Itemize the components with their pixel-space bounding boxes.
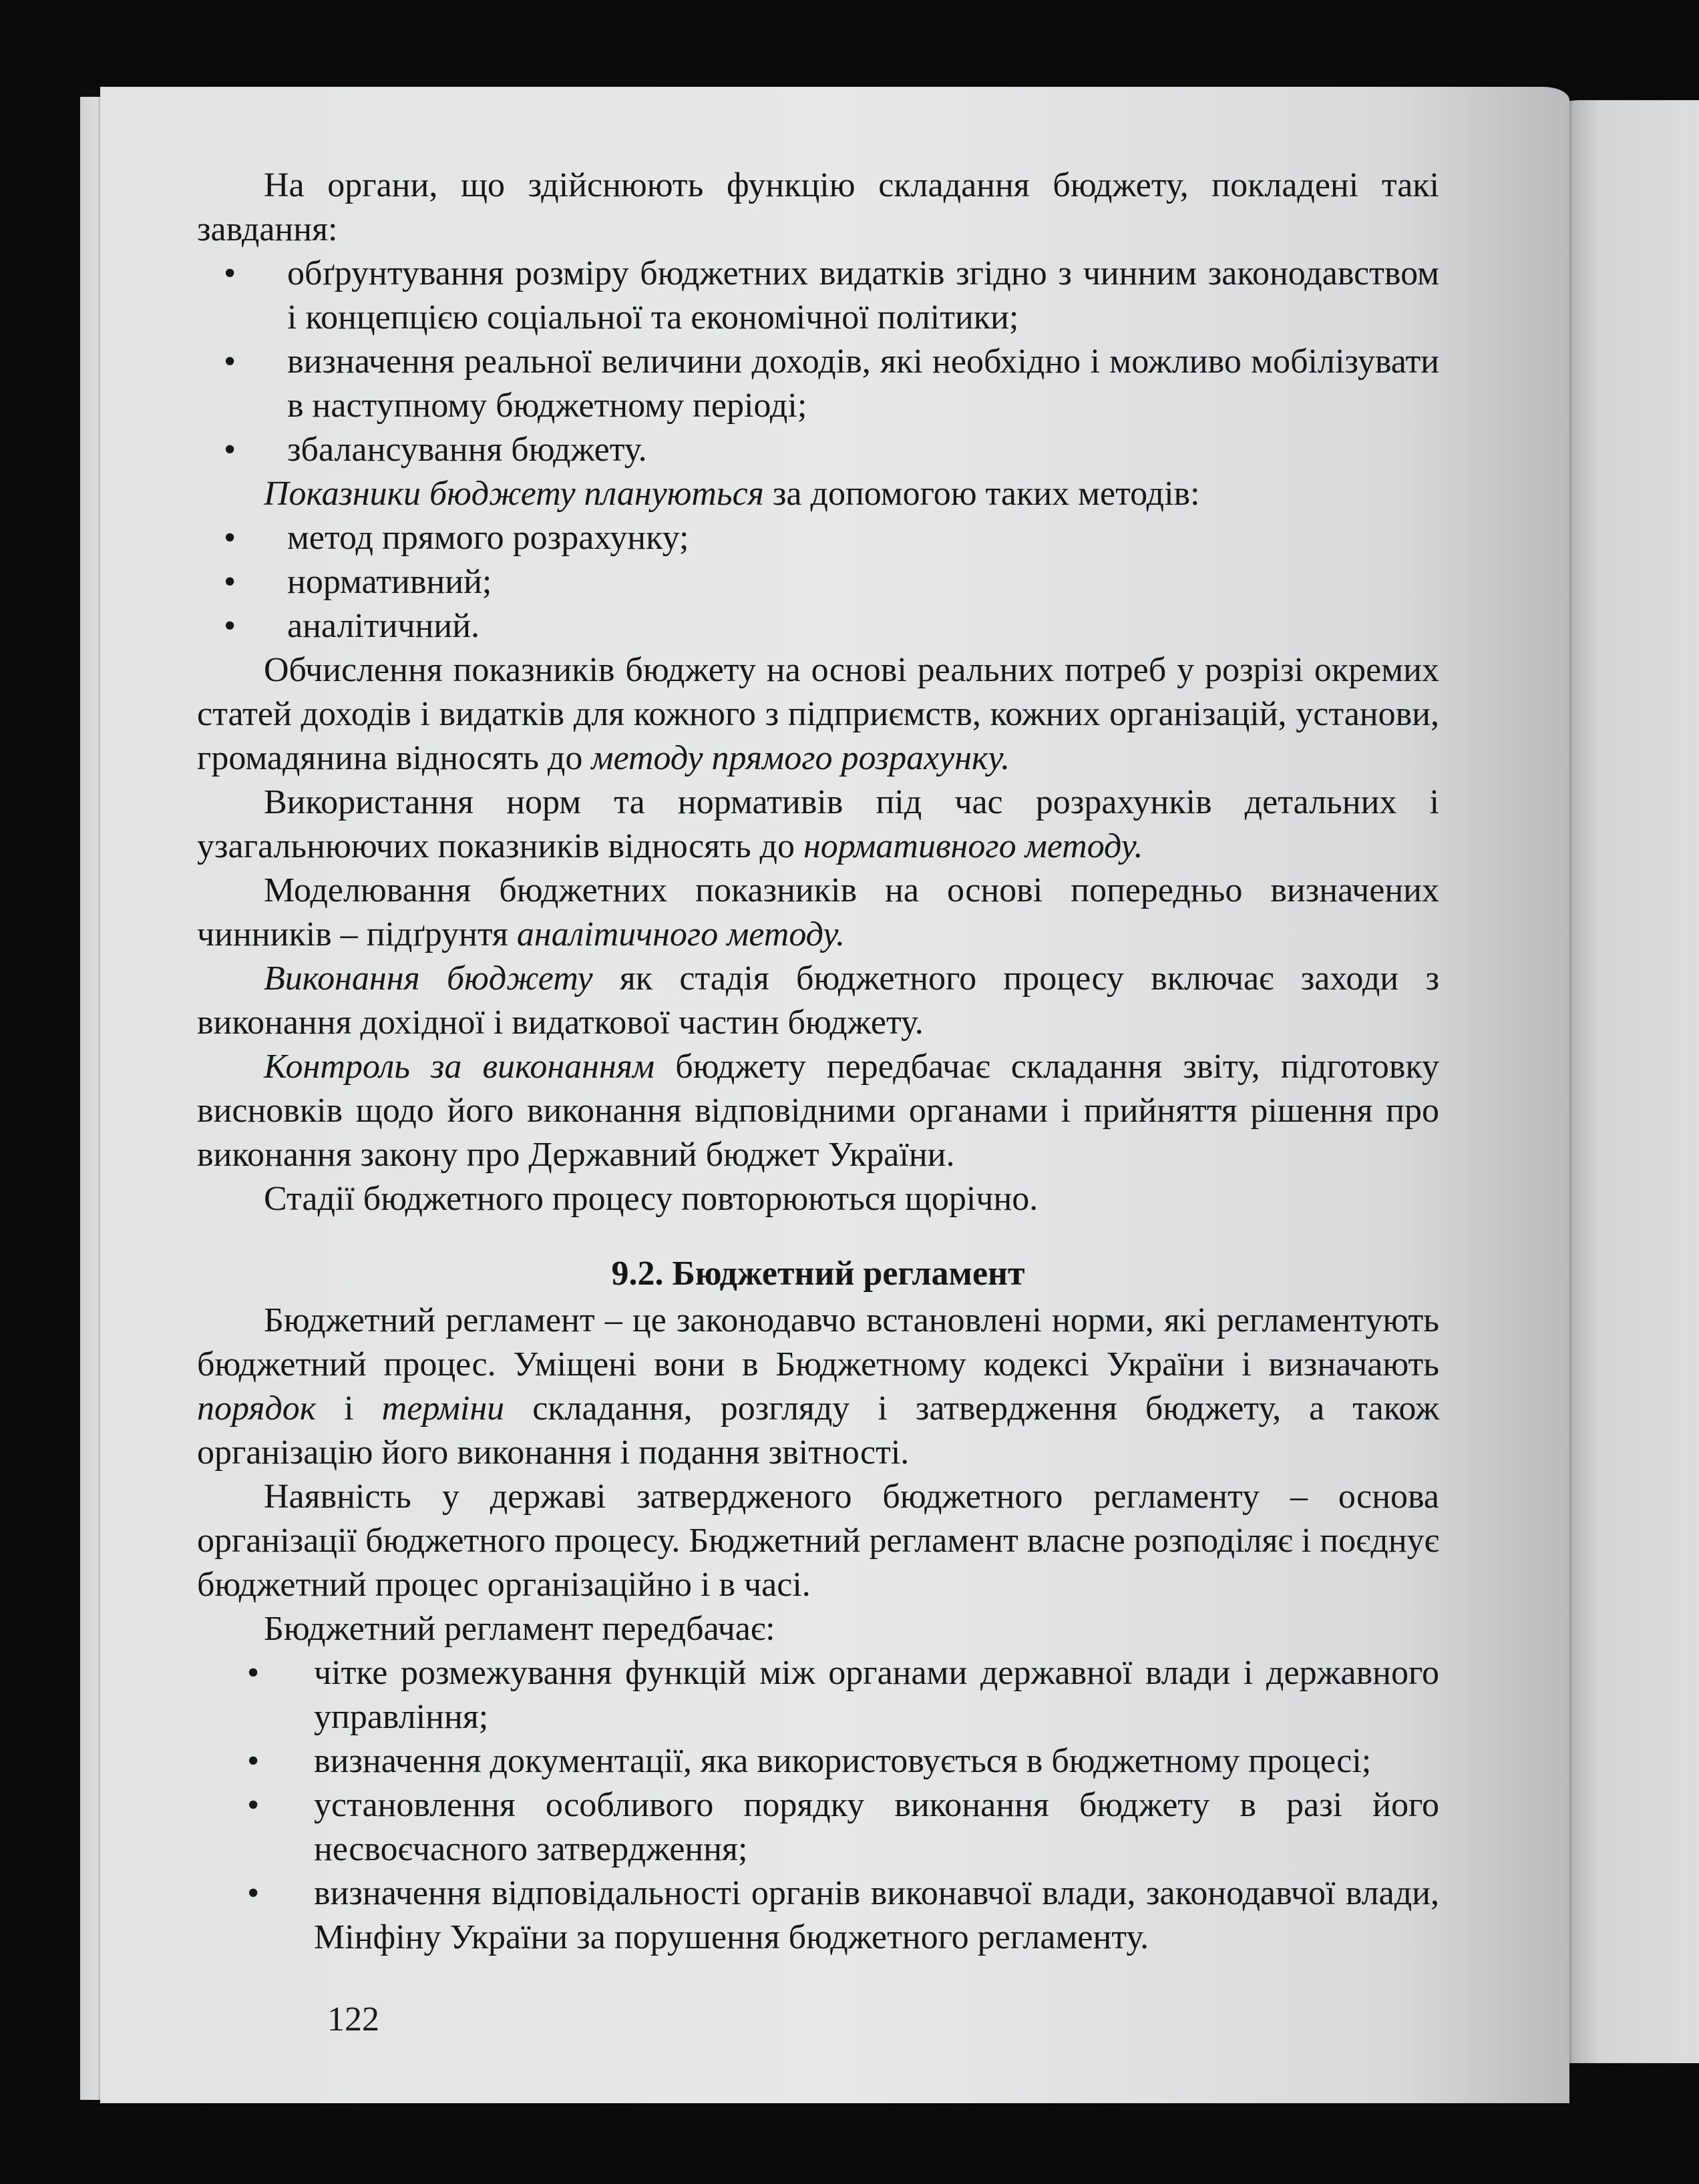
stages-paragraph: Стадії бюджетного процесу повторюються щорічно.: [264, 1180, 1039, 1218]
reg-def-and: і: [316, 1389, 382, 1428]
methods-list: [197, 516, 1439, 648]
intro-paragraph: На органи, що здійснюють функцію складання бюджету, покладені такі завдання:: [197, 166, 1439, 248]
analytic-paragraph: [197, 869, 1439, 957]
section-heading: 9.2. Бюджетний регламент: [611, 1255, 1025, 1293]
list-item: • метод прямого розрахунку;: [197, 516, 1439, 560]
list-item: • визначення документації, яка використовується в бюджетному процесі;: [197, 1739, 1439, 1783]
next-page-edge: [1559, 100, 1699, 2063]
control-term: Контроль за виконанням: [264, 1048, 655, 1086]
control-paragraph: [197, 1045, 1439, 1177]
list-item: • визначення реальної величини доходів, які необхідно і можливо мобілізувати в наступному бюджетному періоді;: [197, 340, 1439, 428]
regulation-definition: [197, 1299, 1439, 1475]
reg-def-term-2: терміни: [381, 1389, 505, 1428]
direct-method-paragraph: [197, 648, 1439, 781]
execution-text: як стадія бюджетного процесу включає заходи з виконання дохідної і видаткової частин бюджету.: [197, 959, 1439, 1042]
normative-term: нормативного методу.: [803, 827, 1143, 865]
normative-text: Використання норм та нормативів під час розрахунків детальних і узагальнюючих показників відносять до: [197, 783, 1439, 865]
reg-def-text-1: Бюджетний регламент – це законодавчо встановлені норми, які регламентують бюджетний процес. Уміщені вони в Бюджетному кодексі України і визначають: [197, 1301, 1439, 1383]
normative-paragraph: [197, 781, 1439, 869]
reg-def-term-1: порядок: [197, 1389, 317, 1428]
methods-intro-term: Показники бюджету плануються: [264, 475, 764, 513]
direct-method-text: Обчислення показників бюджету на основі реальних потреб у розрізі окремих статей доходів і видатків для кожного з підприємств, кожних організацій, установи, громадянина відносять до: [197, 651, 1439, 777]
list-item: • нормативний;: [197, 560, 1439, 604]
control-text: бюджету передбачає складання звіту, підготовку висновків щодо його виконання відповідними органами і прийняття рішення про виконання закону про Державний бюджет України.: [197, 1048, 1439, 1174]
regulation-provides: Бюджетний регламент передбачає:: [264, 1610, 775, 1648]
analytic-term: аналітичного методу.: [516, 915, 845, 953]
page-number: 122: [327, 2000, 379, 2038]
regulation-list: [197, 1651, 1439, 1960]
analytic-text: Моделювання бюджетних показників на основі попередньо визначених чинників – підґрунтя: [197, 871, 1439, 953]
list-item: • аналітичний.: [197, 604, 1439, 648]
execution-term: Виконання бюджету: [264, 959, 593, 998]
methods-intro: [197, 472, 1439, 516]
list-item: • обґрунтування розміру бюджетних видатків згідно з чинним законодавством і концепцією соціальної та економічної політики;: [197, 252, 1439, 340]
list-item: • збалансування бюджету.: [197, 428, 1439, 472]
regulation-basis: Наявність у державі затвердженого бюджетного регламенту – основа організації бюджетного процесу. Бюджетний регламент власне розподіляє і поєднує бюджетний процес організаційно і в часі.: [197, 1478, 1439, 1604]
execution-paragraph: [197, 957, 1439, 1045]
list-item: • визначення відповідальності органів виконавчої влади, законодавчої влади, Мінфіну України за порушення бюджетного регламенту.: [197, 1872, 1439, 1960]
list-item: • чітке розмежування функцій між органами державної влади і державного управління;: [197, 1651, 1439, 1739]
direct-method-term: методу прямого розрахунку.: [591, 739, 1010, 777]
methods-intro-rest: за допомогою таких методів:: [763, 475, 1200, 513]
tasks-list: [197, 252, 1439, 472]
reg-def-text-2: складання, розгляду і затвердження бюджету, а також організацію його виконання і подання звітності.: [197, 1389, 1439, 1472]
list-item: • установлення особливого порядку виконання бюджету в разі його несвоєчасного затвердження;: [197, 1783, 1439, 1872]
page-content: [197, 164, 1439, 1960]
